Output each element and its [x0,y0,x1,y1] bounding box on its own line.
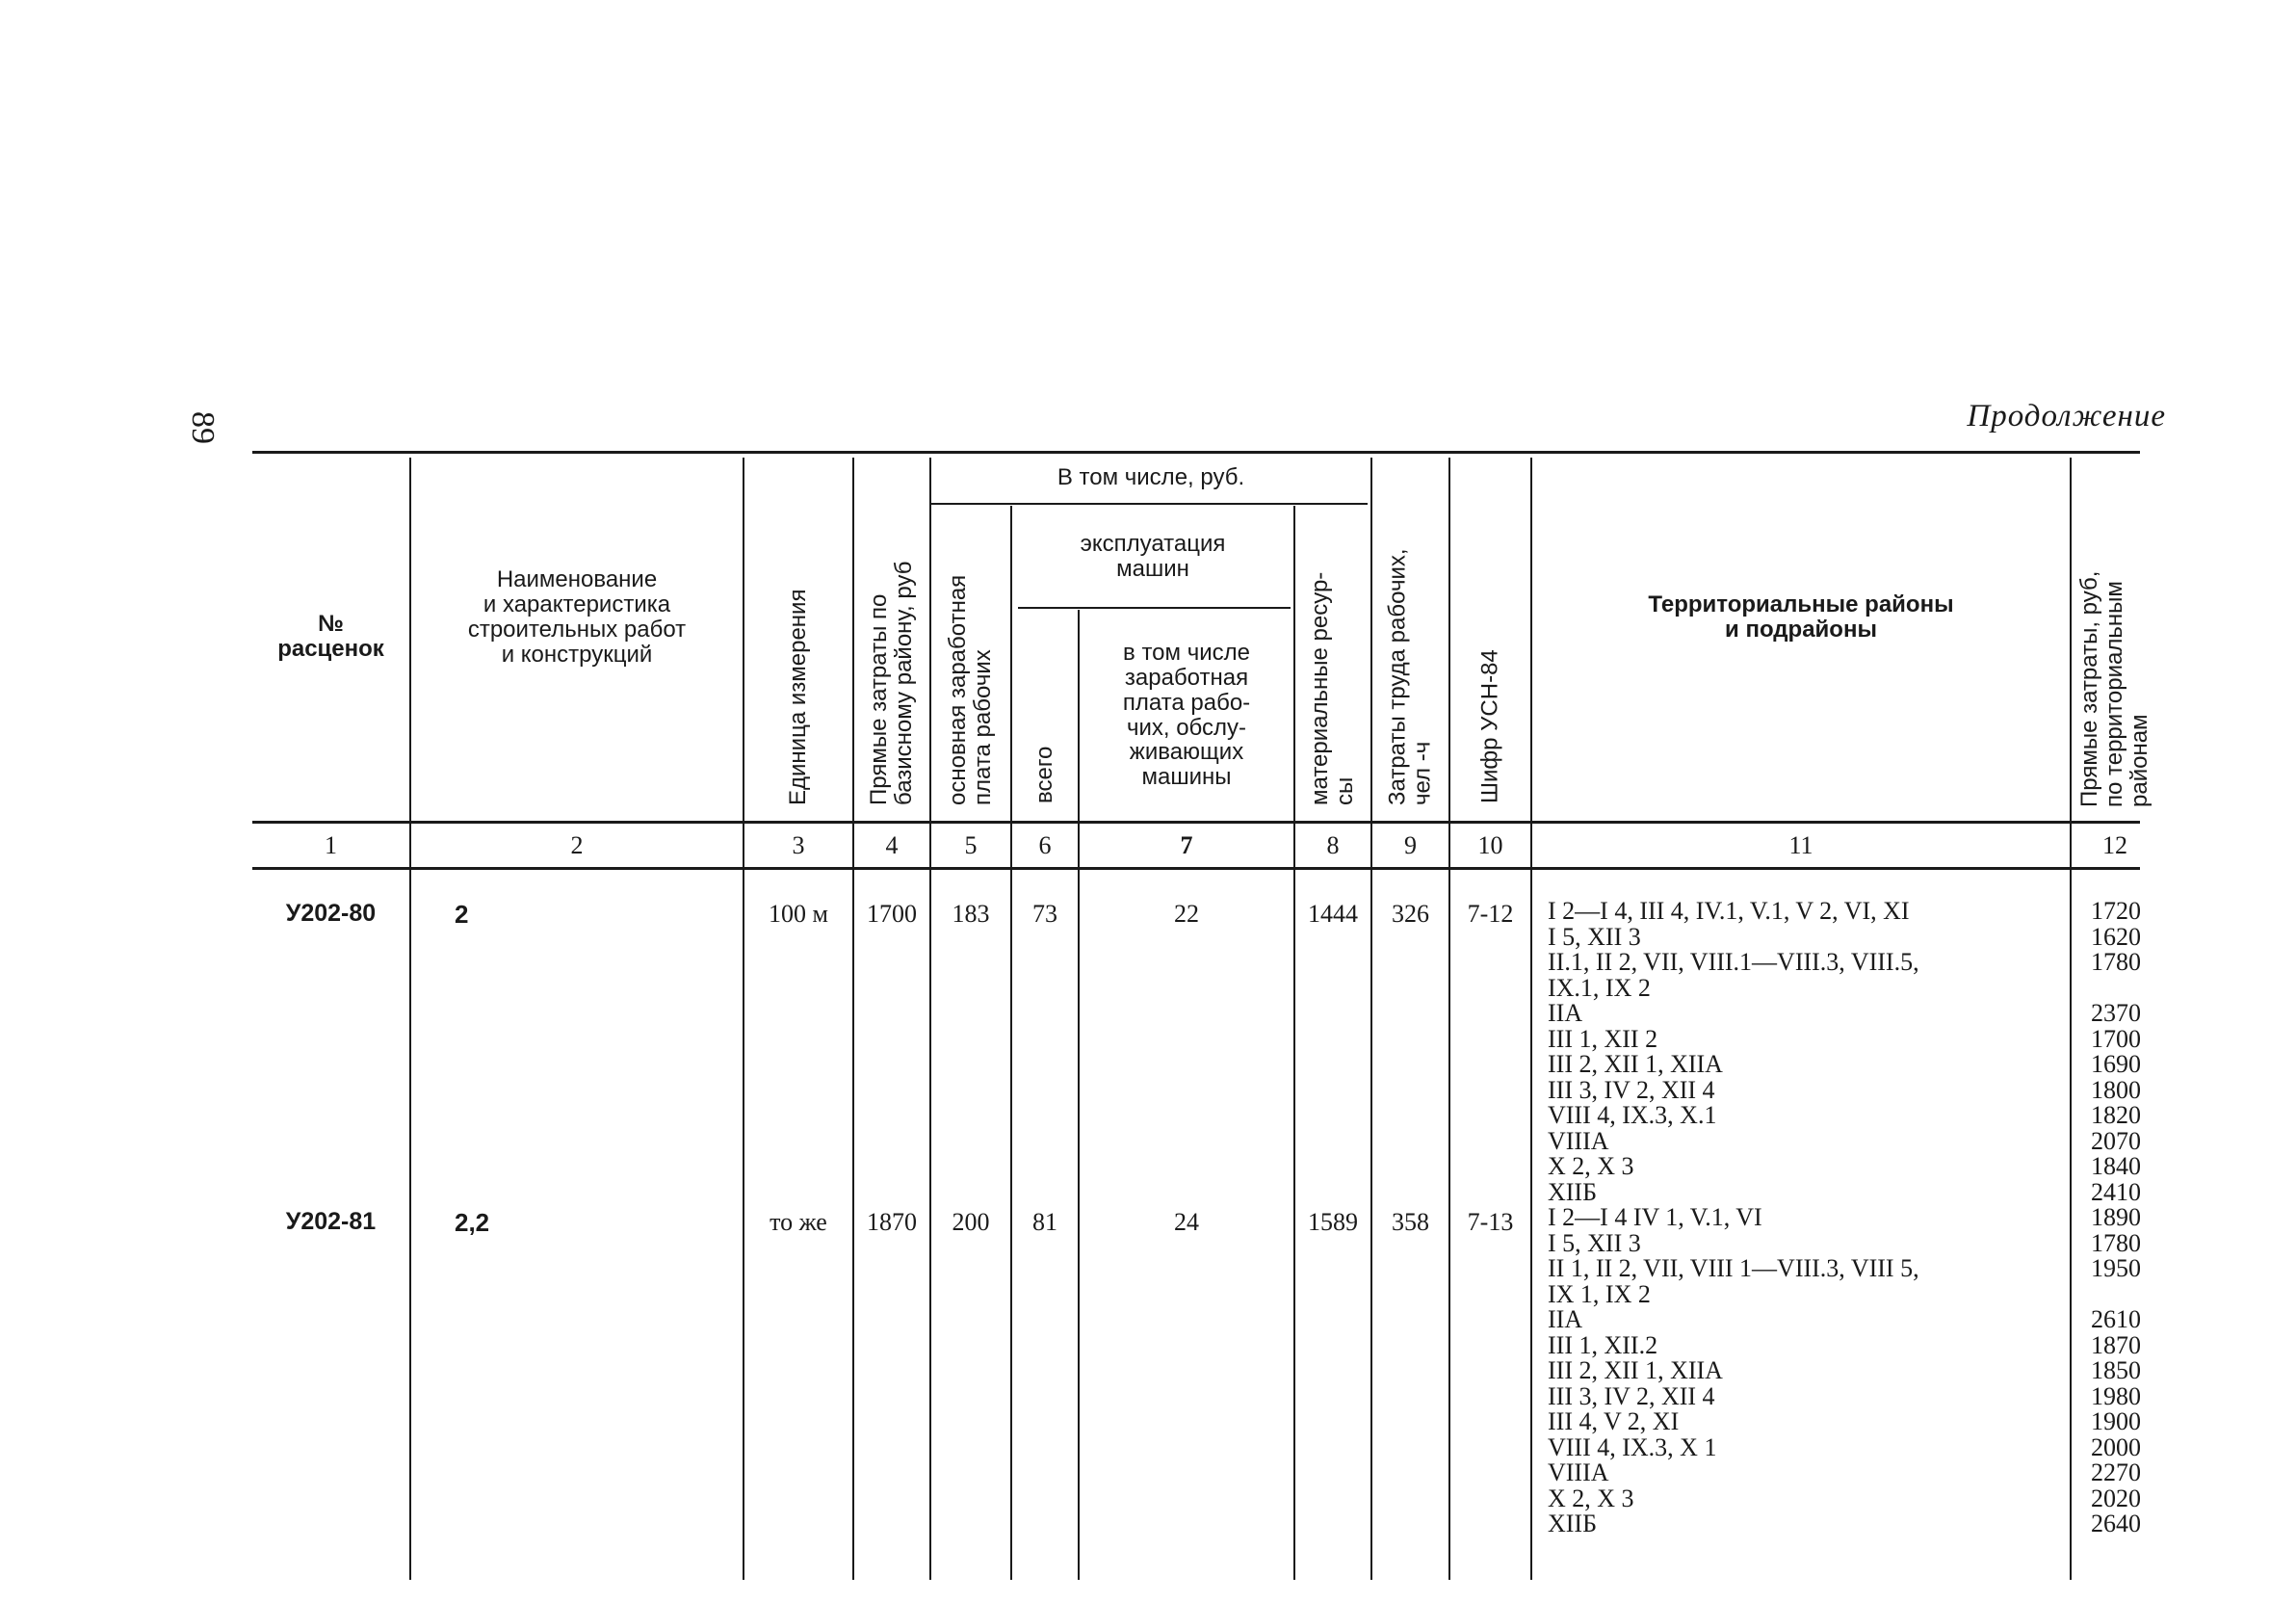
region-cost: 1780 [2091,948,2141,976]
region-item: XIIБ [1548,1510,1598,1537]
region-item: I 5, XII 3 [1548,922,1641,951]
work-name: 2 [455,900,469,929]
unit-value: то же [770,1208,827,1236]
region-cost-list [2072,899,2141,1205]
header-unit: Единица измерения [785,589,812,805]
column-number: 3 [792,830,805,859]
column-number: 2 [570,830,584,859]
region-cost: 1950 [2091,1254,2141,1282]
region-cost: 2020 [2091,1484,2141,1512]
cipher-value: 7-12 [1467,900,1514,928]
header-direct-cost-base: Прямые затраты по базисному району, руб [866,561,917,805]
header-materials: материальные ресур- сы [1307,571,1358,805]
region-item: III 3, IV 2, XII 4 [1548,1381,1715,1410]
labor-value: 326 [1392,900,1429,928]
region-item: IX.1, IX 2 [1548,973,1651,1002]
continuation-label: Продолжение [1967,399,2166,433]
header-machines-total: всего [1031,746,1058,803]
region-item: III 4, V 2, XI [1548,1407,1680,1435]
region-cost: 1620 [2091,922,2141,951]
region-item: VIIIA [1548,1126,1609,1155]
region-cost: 1850 [2091,1356,2141,1384]
machines-header-rule [1018,607,1291,609]
column-number: 11 [1788,830,1813,859]
region-cost: 1690 [2091,1050,2141,1078]
materials-value: 1444 [1308,900,1358,928]
region-item: I 2—I 4, III 4, IV.1, V.1, V 2, VI, XI [1548,897,1910,925]
rate-code: У202-81 [285,1208,377,1235]
column-number: 12 [2102,830,2127,859]
wage-value: 200 [952,1208,990,1236]
region-item: VIII 4, IX.3, X 1 [1548,1432,1717,1461]
header-machine-wage: в том числе заработная плата рабо- чих, обслу- живающих машины [1122,639,1251,791]
region-cost: 2640 [2091,1510,2141,1537]
column-number: 8 [1326,830,1340,859]
cipher-value: 7-13 [1467,1208,1514,1236]
column-number: 6 [1038,830,1052,859]
direct-cost-value: 1870 [867,1208,917,1236]
region-cost: 1780 [2091,1228,2141,1257]
direct-cost-value: 1700 [867,900,917,928]
column-number: 10 [1477,830,1503,859]
region-item: III 2, XII 1, XIIA [1548,1050,1723,1078]
region-cost: 1890 [2091,1203,2141,1231]
group-header-rule [929,503,1368,505]
header-territorial-regions: Территориальные районы и подрайоны [1648,591,1954,643]
header-direct-cost-regions: Прямые затраты, руб, по территориальным районам [2076,570,2152,807]
region-cost [2072,976,2141,1002]
work-name: 2,2 [455,1208,490,1237]
region-item: IIA [1548,999,1583,1027]
colnum-bottom-rule [252,867,2140,870]
column-number: 5 [964,830,978,859]
region-item: II 1, II 2, VII, VIII 1—VIII.3, VIII 5, [1548,1254,1919,1282]
region-cost: 1900 [2091,1407,2141,1435]
header-work-name: Наименование и характеристика строительных работ и конструкций [467,566,687,668]
region-list [1548,1205,2068,1537]
region-cost: 1980 [2091,1381,2141,1410]
header-including-group: В том числе, руб. [1057,464,1245,491]
column-number: 9 [1404,830,1417,859]
region-cost: 1870 [2091,1330,2141,1359]
region-item: II.1, II 2, VII, VIII.1—VIII.3, VIII.5, [1548,948,1919,976]
unit-value: 100 м [769,900,828,928]
header-machine-operation: эксплуатация машин [1080,530,1226,582]
region-item: XIIБ [1548,1177,1598,1206]
region-item: VIIIA [1548,1458,1609,1486]
column-number: 1 [325,830,337,859]
machines-total-value: 73 [1032,900,1057,928]
region-item: III 1, XII 2 [1548,1024,1658,1053]
region-cost: 1800 [2091,1075,2141,1104]
header-labor-cost: Затраты труда рабочих, чел -ч [1384,548,1436,805]
region-item: III 2, XII 1, XIIA [1548,1356,1723,1384]
region-item: III 1, XII.2 [1548,1330,1658,1359]
region-cost: 2270 [2091,1458,2141,1486]
header-rate-number: № расценок [277,611,384,662]
region-item: IX 1, IX 2 [1548,1279,1651,1308]
machine-wage-value: 22 [1174,900,1199,928]
region-cost-list [2072,1205,2141,1537]
column-number: 4 [885,830,899,859]
rate-code: У202-80 [285,900,377,927]
region-cost: 2070 [2091,1126,2141,1155]
region-cost: 2610 [2091,1305,2141,1333]
header-base-wage: основная заработная плата рабочих [945,574,996,805]
labor-value: 358 [1392,1208,1429,1236]
region-cost: 1840 [2091,1152,2141,1180]
region-item: IIA [1548,1305,1583,1333]
region-cost [2072,1282,2141,1308]
column-number: 7 [1180,830,1193,859]
region-cost: 1720 [2091,897,2141,925]
region-item: I 5, XII 3 [1548,1228,1641,1257]
region-cost: 1700 [2091,1024,2141,1053]
header-usn-cipher: Шифр УСН-84 [1476,649,1503,803]
region-item: I 2—I 4 IV 1, V.1, VI [1548,1203,1762,1231]
region-cost: 2370 [2091,999,2141,1027]
page-number: 89 [185,411,221,444]
region-cost: 1820 [2091,1101,2141,1129]
region-item: X 2, X 3 [1548,1484,1634,1512]
region-item: VIII 4, IX.3, X.1 [1548,1101,1717,1129]
machine-wage-value: 24 [1174,1208,1199,1236]
region-cost: 2410 [2091,1177,2141,1206]
wage-value: 183 [952,900,990,928]
machines-total-value: 81 [1032,1208,1057,1236]
region-item: X 2, X 3 [1548,1152,1634,1180]
region-item: III 3, IV 2, XII 4 [1548,1075,1715,1104]
materials-value: 1589 [1308,1208,1358,1236]
region-cost: 2000 [2091,1432,2141,1461]
region-list [1548,899,2068,1205]
